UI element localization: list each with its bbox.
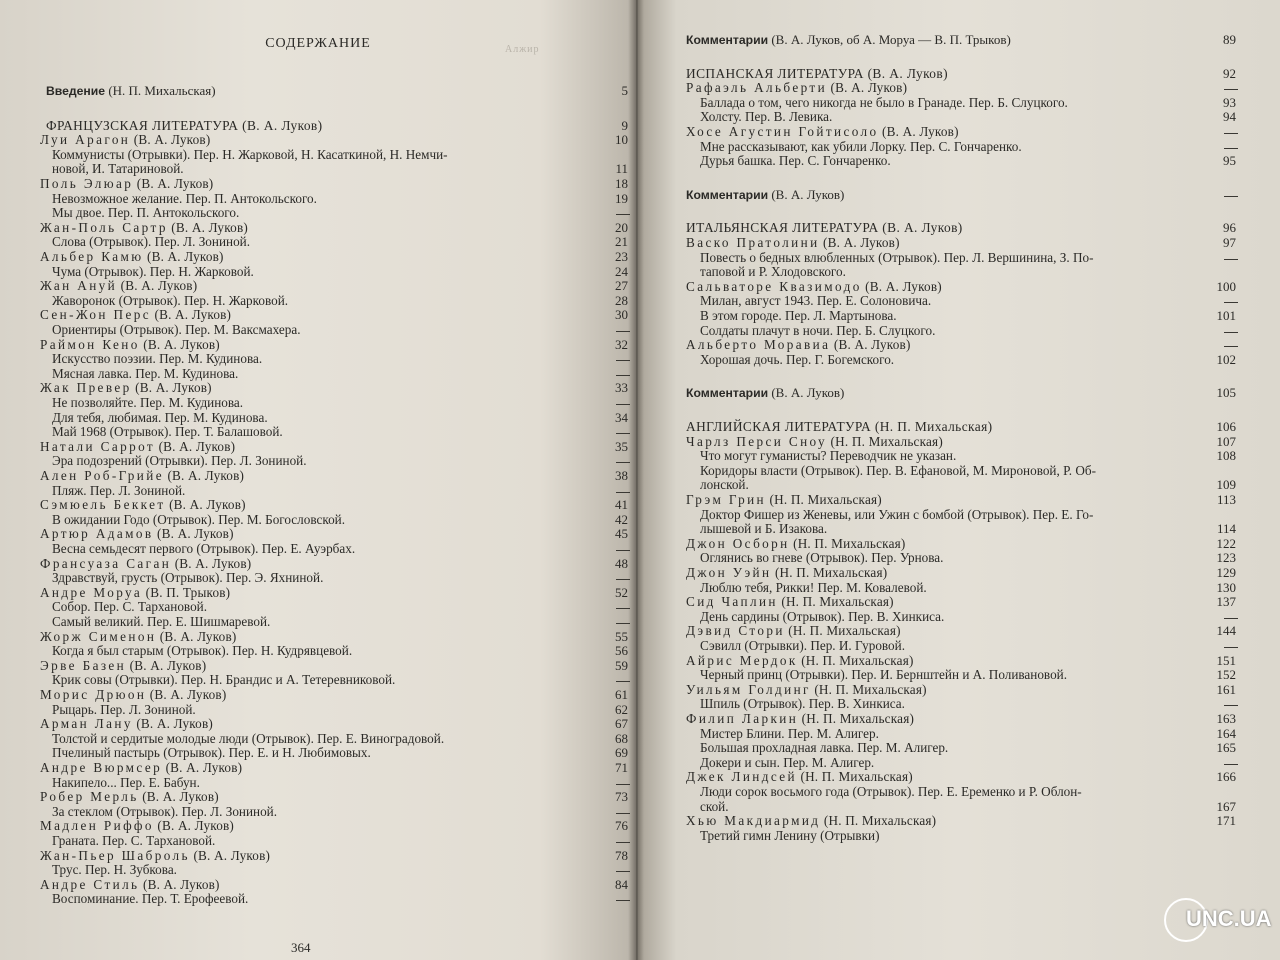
toc-page-number: 105: [1216, 385, 1236, 401]
author-name: Хью Макдиармид: [686, 813, 821, 829]
author-name: Поль Элюар: [40, 176, 134, 191]
toc-author-entry: [40, 849, 270, 863]
toc-page-dash: [1224, 196, 1238, 197]
toc-page-number: 95: [1223, 153, 1236, 169]
toc-page-number: 59: [615, 657, 628, 673]
author-name: Сальваторе Квазимодо: [686, 278, 862, 294]
toc-author-entry: [686, 81, 907, 95]
toc-work-entry: Люди сорок восьмого года (Отрывок). Пер. Е. Еременко и Р. Облон-: [700, 784, 1082, 799]
author-name: Раймон Кено: [40, 336, 140, 352]
toc-page-number: 129: [1216, 565, 1236, 580]
author-name: Жан-Пьер Шаброль: [40, 847, 190, 863]
toc-author-entry: [40, 338, 220, 352]
toc-page-number: 68: [615, 730, 628, 746]
toc-page-number: 152: [1216, 667, 1236, 683]
author-name: Сид Чаплин: [686, 594, 778, 610]
toc-page-dash: [1224, 647, 1238, 648]
author-commentator: (Н. П. Михальская): [771, 565, 888, 580]
toc-page-number: 21: [615, 234, 628, 250]
author-commentator: (Н. П. Михальская): [796, 769, 913, 785]
toc-author-entry: [40, 557, 251, 571]
author-name: Айрис Мердок: [686, 652, 798, 668]
toc-comment-title: Комментарии: [686, 33, 769, 47]
toc-page-number: 144: [1216, 623, 1236, 639]
toc-work-entry: Толстой и сердитые молодые люди (Отрывок). Пер. Е. Виноградовой.: [52, 730, 445, 746]
watermark-text: UNC.UA: [1186, 906, 1272, 931]
toc-work-entry: Чума (Отрывок). Пер. Н. Жарковой.: [52, 263, 254, 279]
toc-page-number: 106: [1216, 419, 1236, 434]
toc-work-entry: Докери и сын. Пер. М. Алигер.: [700, 754, 875, 770]
toc-work-entry: Рыцарь. Пер. Л. Зониной.: [52, 701, 196, 717]
page-number: 364: [291, 940, 311, 955]
author-name: Артюр Адамов: [40, 526, 154, 542]
toc-page-dash: [1224, 259, 1238, 260]
author-name: Жан-Поль Сартр: [40, 219, 168, 235]
author-commentator: (В. А. Луков): [146, 687, 227, 702]
toc-page-number: 11: [615, 161, 628, 177]
toc-page-number: 102: [1216, 351, 1236, 367]
toc-page-number: 42: [615, 511, 628, 527]
toc-page-number: 163: [1216, 711, 1236, 726]
toc-author-entry: [686, 435, 943, 449]
author-commentator: (Н. П. Михальская): [810, 681, 927, 697]
toc-work-entry: Накипело... Пер. Е. Бабун.: [52, 774, 200, 790]
toc-work-entry: Повесть о бедных влюбленных (Отрывок). Пер. Л. Вершинина, З. По-: [700, 249, 1094, 265]
author-commentator: (В. А. Луков): [130, 132, 211, 148]
author-commentator: (В. А. Луков): [167, 219, 248, 235]
author-name: Натали Саррот: [40, 438, 156, 454]
toc-comment-author: (В. А. Луков): [768, 385, 845, 401]
toc-work-entry: Граната. Пер. С. Тархановой.: [52, 833, 216, 848]
toc-page-number: 123: [1216, 550, 1236, 566]
author-commentator: (В. А. Луков): [133, 176, 214, 191]
toc-page-number: 19: [615, 190, 628, 206]
toc-author-entry: [686, 537, 906, 551]
watermark: [1164, 896, 1274, 948]
author-name: Андре Вюрмсер: [40, 760, 163, 775]
author-commentator: (В. А. Луков): [171, 555, 252, 571]
author-commentator: (В. А. Луков): [138, 789, 219, 805]
toc-work-entry: День сардины (Отрывок). Пер. В. Хинкиса.: [700, 608, 945, 624]
toc-section-title: ИТАЛЬЯНСКАЯ ЛИТЕРАТУРА (В. А. Луков): [686, 220, 963, 236]
author-name: Дэвид Стори: [686, 623, 785, 639]
toc-page-number: 5: [621, 83, 628, 98]
toc-work-entry: новой, И. Татариновой.: [52, 161, 184, 177]
author-name: Джек Линдсей: [686, 769, 797, 785]
toc-page-number: 101: [1216, 308, 1236, 323]
toc-page-number: 9: [621, 117, 628, 133]
toc-author-entry: [40, 717, 213, 731]
toc-page-number: 71: [615, 760, 628, 775]
toc-author-entry: [40, 279, 197, 293]
toc-author-entry: [686, 595, 894, 609]
toc-left: [0, 0, 636, 960]
toc-author-entry: [40, 250, 224, 264]
toc-page-number: 109: [1216, 477, 1236, 493]
toc-author-entry: [40, 469, 244, 483]
toc-work-entry: Третий гимн Ленину (Отрывки): [700, 827, 880, 843]
toc-page-number: 23: [615, 249, 628, 264]
author-commentator: (В. А. Луков): [819, 235, 900, 250]
toc-page-dash: [1224, 89, 1238, 90]
toc-work-entry: Невозможное желание. Пер. П. Антокольского.: [52, 190, 317, 206]
toc-page-number: 48: [615, 555, 628, 571]
author-commentator: (В. А. Луков): [878, 124, 959, 139]
toc-work-entry: Пляж. Пер. Л. Зониной.: [52, 482, 186, 498]
author-name: Рафаэль Альберти: [686, 80, 828, 96]
toc-section-title: ФРАНЦУЗСКАЯ ЛИТЕРАТУРА (В. А. Луков): [46, 117, 323, 133]
left-page: [0, 0, 636, 960]
toc-page-number: 62: [615, 701, 628, 717]
toc-work-entry: Хорошая дочь. Пер. Г. Богемского.: [700, 351, 895, 367]
toc-comment-entry: [46, 84, 216, 98]
toc-page-dash: [1224, 705, 1238, 706]
author-commentator: (В. А. Луков): [156, 628, 237, 644]
toc-author-entry: [686, 280, 942, 294]
author-commentator: (В. А. Луков): [139, 876, 220, 892]
toc-page-number: 130: [1216, 579, 1236, 595]
author-name: Андре Моруа: [40, 584, 143, 600]
author-name: Ален Роб-Грийе: [40, 468, 164, 483]
toc-page-number: 24: [615, 263, 628, 279]
toc-section-title: АНГЛИЙСКАЯ ЛИТЕРАТУРА (Н. П. Михальская): [686, 419, 993, 434]
author-name: Робер Мерль: [40, 789, 139, 805]
toc-page-number: 78: [615, 847, 628, 863]
toc-work-entry: Мясная лавка. Пер. М. Кудинова.: [52, 365, 239, 381]
author-name: Морис Дрюон: [40, 687, 147, 702]
toc-work-entry: Сэвилл (Отрывки). Пер. И. Гуровой.: [700, 638, 905, 653]
author-commentator: (В. А. Луков): [827, 80, 908, 96]
author-name: Грэм Грин: [686, 492, 767, 507]
toc-work-entry: лонской.: [700, 477, 749, 493]
toc-work-entry: Ориентиры (Отрывок). Пер. М. Ваксмахера.: [52, 322, 301, 337]
toc-author-entry: [40, 659, 206, 673]
toc-work-entry: Собор. Пер. С. Тархановой.: [52, 599, 208, 615]
toc-page-number: 89: [1223, 32, 1236, 47]
toc-work-entry: Большая прохладная лавка. Пер. М. Алигер.: [700, 740, 949, 756]
toc-work-entry: таповой и Р. Хлодовского.: [700, 264, 846, 280]
toc-work-entry: Когда я был старым (Отрывок). Пер. Н. Кудрявцевой.: [52, 643, 353, 659]
toc-author-entry: [686, 566, 887, 580]
toc-author-entry: [40, 308, 231, 322]
toc-page-number: 55: [615, 628, 628, 644]
author-commentator: (В. А. Луков): [189, 847, 271, 863]
toc-author-entry: [40, 527, 234, 541]
toc-page-number: 166: [1216, 769, 1236, 785]
toc-author-entry: [686, 683, 927, 697]
toc-work-entry: Крик совы (Отрывки). Пер. Н. Брандис и А. Тетеревниковой.: [52, 672, 396, 688]
toc-author-entry: [40, 878, 220, 892]
toc-comment-entry: [686, 386, 844, 400]
toc-author-entry: [40, 761, 242, 775]
toc-author-entry: [40, 790, 219, 804]
author-name: Васко Пратолини: [686, 235, 820, 250]
toc-page-number: 27: [615, 278, 628, 294]
toc-work-entry: ской.: [700, 798, 729, 814]
toc-page-number: 18: [615, 176, 628, 191]
author-name: Филип Ларкин: [686, 711, 799, 726]
author-commentator: (Н. П. Михальская): [777, 594, 894, 610]
author-commentator: (В. А. Луков): [117, 278, 198, 294]
toc-author-entry: [40, 630, 236, 644]
toc-section-title: ИСПАНСКАЯ ЛИТЕРАТУРА (В. А. Луков): [686, 65, 948, 81]
toc-page-number: 167: [1216, 798, 1236, 814]
toc-page-number: 107: [1216, 433, 1236, 449]
toc-work-entry: Весна семьдесят первого (Отрывок). Пер. Е. Ауэрбах.: [52, 541, 356, 556]
toc-page-number: 20: [615, 219, 628, 235]
author-commentator: (Н. П. Михальская): [797, 652, 914, 668]
toc-page-number: 73: [615, 789, 628, 805]
toc-page-dash: [1224, 133, 1238, 134]
toc-page-dash: [1224, 332, 1238, 333]
toc-work-entry: Коммунисты (Отрывки). Пер. Н. Жарковой, Н. Касаткиной, Н. Немчи-: [52, 146, 448, 162]
bleed-through-text: Алжир: [505, 44, 540, 55]
toc-page-dash: [1224, 302, 1238, 303]
author-commentator: (В. А. Луков): [153, 818, 235, 834]
toc-page-number: 33: [615, 380, 628, 396]
toc-work-entry: В ожидании Годо (Отрывок). Пер. М. Богословской.: [52, 511, 346, 527]
toc-work-entry: Слова (Отрывок). Пер. Л. Зониной.: [52, 234, 251, 250]
toc-page-dash: [1224, 618, 1238, 619]
toc-comment-author: (В. А. Луков, об А. Моруа — В. П. Трыков): [768, 32, 1011, 47]
toc-work-entry: Коридоры власти (Отрывок). Пер. В. Ефановой, М. Мироновой, Р. Об-: [700, 462, 1096, 478]
toc-work-entry: Шпиль (Отрывок). Пер. В. Хинкиса.: [700, 696, 905, 712]
toc-comment-author: (Н. П. Михальская): [105, 83, 216, 98]
toc-page-number: 10: [615, 132, 628, 148]
toc-work-entry: Мистер Блини. Пер. М. Алигер.: [700, 725, 879, 741]
toc-comment-entry: [686, 188, 844, 202]
toc-comment-title: Комментарии: [686, 187, 769, 202]
toc-work-entry: Трус. Пер. Н. Зубкова.: [52, 862, 177, 878]
toc-page-number: 164: [1216, 725, 1236, 741]
toc-author-entry: [686, 654, 914, 668]
toc-page-number: 67: [615, 716, 628, 732]
toc-author-entry: [40, 440, 235, 454]
toc-page-number: 52: [615, 584, 628, 600]
toc-author-entry: [686, 712, 914, 726]
author-name: Сен-Жон Перс: [40, 307, 151, 323]
toc-author-entry: [686, 125, 959, 139]
toc-work-entry: Баллада о том, чего никогда не было в Гранаде. Пер. Б. Слуцкого.: [700, 94, 1068, 110]
author-commentator: (Н. П. Михальская): [789, 535, 906, 551]
toc-work-entry: Милан, август 1943. Пер. Е. Солоновича.: [700, 293, 932, 309]
toc-work-entry: Оглянись во гневе (Отрывок). Пер. Урнова.: [700, 550, 944, 566]
toc-page-number: 97: [1223, 235, 1236, 250]
toc-author-entry: [40, 177, 213, 191]
toc-author-entry: [686, 624, 901, 638]
toc-page-number: 41: [615, 497, 628, 513]
toc-author-entry: [40, 133, 210, 147]
toc-author-entry: [40, 586, 230, 600]
author-name: Альбер Камю: [40, 249, 144, 264]
toc-author-entry: [686, 338, 911, 352]
author-commentator: (В. А. Луков): [132, 716, 213, 732]
toc-page-dash: [1224, 346, 1238, 347]
toc-work-entry: Воспоминание. Пер. Т. Ерофеевой.: [52, 891, 249, 907]
author-name: Жан Ануй: [40, 278, 118, 294]
toc-work-entry: Холсту. Пер. В. Левика.: [700, 109, 833, 125]
toc-work-entry: В этом городе. Пер. Л. Мартынова.: [700, 308, 897, 323]
toc-work-entry: Дурья башка. Пер. С. Гончаренко.: [700, 153, 891, 169]
author-name: Жак Превер: [40, 380, 132, 396]
toc-page-number: 34: [615, 409, 628, 425]
author-name: Джон Уэйн: [686, 565, 772, 580]
toc-work-entry: Самый великий. Пер. Е. Шишмаревой.: [52, 614, 271, 629]
author-commentator: (Н. П. Михальская): [784, 623, 901, 639]
author-commentator: (В. А. Луков): [162, 760, 243, 775]
author-commentator: (Н. П. Михальская): [820, 813, 937, 829]
toc-work-entry: Жаворонок (Отрывок). Пер. Н. Жарковой.: [52, 292, 289, 308]
toc-page-number: 94: [1223, 109, 1236, 125]
toc-work-entry: Мы двое. Пер. П. Антокольского.: [52, 205, 240, 221]
toc-page-number: 69: [615, 745, 628, 761]
toc-work-entry: Искусство поэзии. Пер. М. Кудинова.: [52, 351, 263, 367]
toc-comment-entry: [686, 33, 1011, 47]
author-commentator: (В. А. Луков): [163, 468, 245, 483]
author-commentator: (В. А. Луков): [126, 657, 207, 673]
toc-page-number: 113: [1216, 492, 1236, 507]
author-name: Арман Лану: [40, 716, 133, 732]
author-name: Жорж Сименон: [40, 628, 157, 644]
toc-page-number: 137: [1216, 594, 1236, 610]
toc-work-entry: За стеклом (Отрывок). Пер. Л. Зониной.: [52, 803, 278, 819]
toc-page-number: 100: [1216, 278, 1236, 294]
toc-work-entry: Солдаты плачут в ночи. Пер. Б. Слуцкого.: [700, 322, 936, 338]
author-name: Сэмюель Беккет: [40, 497, 166, 513]
author-commentator: (В. А. Луков): [139, 336, 220, 352]
author-commentator: (Н. П. Михальская): [827, 433, 943, 449]
author-commentator: (Н. П. Михальская): [798, 711, 915, 726]
author-commentator: (Н. П. Михальская): [766, 492, 882, 507]
right-page: [638, 0, 1280, 960]
page-heading: СОДЕРЖАНИЕ: [265, 36, 371, 51]
toc-author-entry: [40, 221, 248, 235]
toc-work-entry: Что могут гуманисты? Переводчик не указан.: [700, 448, 957, 464]
toc-author-entry: [40, 688, 226, 702]
author-name: Андре Стиль: [40, 876, 140, 892]
toc-author-entry: [40, 381, 212, 395]
book-gutter: [628, 0, 644, 960]
toc-page-number: 45: [615, 526, 628, 542]
author-commentator: (В. А. Луков): [131, 380, 212, 396]
author-name: Франсуаза Саган: [40, 555, 172, 571]
toc-work-entry: Не позволяйте. Пер. М. Кудинова.: [52, 395, 244, 410]
toc-page-number: 84: [615, 876, 628, 892]
author-commentator: (В. П. Трыков): [142, 584, 231, 600]
author-commentator: (В. А. Луков): [150, 307, 232, 323]
toc-page-number: 32: [615, 336, 628, 352]
author-commentator: (В. А. Луков): [143, 249, 224, 264]
toc-page-number: 35: [615, 438, 628, 454]
toc-author-entry: [40, 819, 234, 833]
toc-work-entry: Эра подозрений (Отрывки). Пер. Л. Зониной.: [52, 453, 307, 469]
toc-page-number: 108: [1216, 448, 1236, 464]
toc-page-number: 38: [615, 468, 628, 483]
author-name: Эрве Базен: [40, 657, 127, 673]
toc-page-number: 61: [615, 687, 628, 702]
toc-page-number: 165: [1216, 740, 1236, 756]
toc-page-dash: [1224, 764, 1238, 765]
toc-work-entry: Май 1968 (Отрывок). Пер. Т. Балашовой.: [52, 424, 283, 440]
toc-work-entry: Мне рассказывают, как убили Лорку. Пер. С. Гончаренко.: [700, 138, 1022, 154]
author-commentator: (В. А. Луков): [830, 337, 911, 353]
toc-page-number: 28: [615, 292, 628, 308]
toc-work-entry: Здравствуй, грусть (Отрывок). Пер. Э. Яхниной.: [52, 570, 324, 586]
author-name: Чарлз Перси Сноу: [686, 433, 828, 449]
toc-work-entry: Доктор Фишер из Женевы, или Ужин с бомбой (Отрывок). Пер. Е. Го-: [700, 506, 1094, 522]
toc-page-number: 93: [1223, 94, 1236, 110]
author-name: Мадлен Риффо: [40, 818, 154, 834]
toc-page-number: 122: [1216, 535, 1236, 551]
author-commentator: (В. А. Луков): [153, 526, 234, 542]
toc-page-number: 76: [615, 818, 628, 834]
toc-work-entry: Люблю тебя, Рикки! Пер. М. Ковалевой.: [700, 579, 927, 595]
toc-page-number: 171: [1216, 813, 1236, 829]
toc-author-entry: [686, 814, 936, 828]
toc-page-number: 114: [1216, 521, 1236, 537]
toc-comment-title: Введение: [46, 84, 106, 98]
author-name: Альберто Моравиа: [686, 337, 831, 353]
toc-author-entry: [686, 493, 882, 507]
toc-page-number: 96: [1223, 220, 1236, 236]
author-name: Луи Арагон: [40, 132, 131, 148]
toc-page-number: 92: [1223, 65, 1236, 81]
author-commentator: (В. А. Луков): [155, 438, 236, 454]
toc-work-entry: Для тебя, любимая. Пер. М. Кудинова.: [52, 409, 268, 425]
author-name: Уильям Голдинг: [686, 681, 811, 697]
toc-work-entry: Пчелиный пастырь (Отрывок). Пер. Е. и Н. Любимовых.: [52, 745, 371, 761]
toc-page-number: 161: [1216, 681, 1236, 697]
author-name: Хосе Агустин Гойтисоло: [686, 124, 879, 139]
toc-author-entry: [40, 498, 246, 512]
toc-page-number: 30: [615, 307, 628, 323]
toc-page-dash: [1224, 148, 1238, 149]
toc-comment-title: Комментарии: [686, 386, 769, 401]
toc-author-entry: [686, 770, 913, 784]
toc-work-entry: Черный принц (Отрывки). Пер. И. Бернштейн и А. Поливановой.: [700, 667, 1068, 683]
toc-author-entry: [686, 236, 900, 250]
toc-right: [638, 0, 1280, 960]
toc-work-entry: лышевой и Б. Изакова.: [700, 521, 828, 537]
toc-comment-author: (В. А. Луков): [768, 186, 845, 202]
toc-page-number: 56: [615, 643, 628, 659]
toc-page-number: 151: [1216, 652, 1236, 668]
author-commentator: (В. А. Луков): [165, 497, 246, 513]
author-commentator: (В. А. Луков): [861, 278, 942, 294]
author-name: Джон Осборн: [686, 535, 790, 551]
